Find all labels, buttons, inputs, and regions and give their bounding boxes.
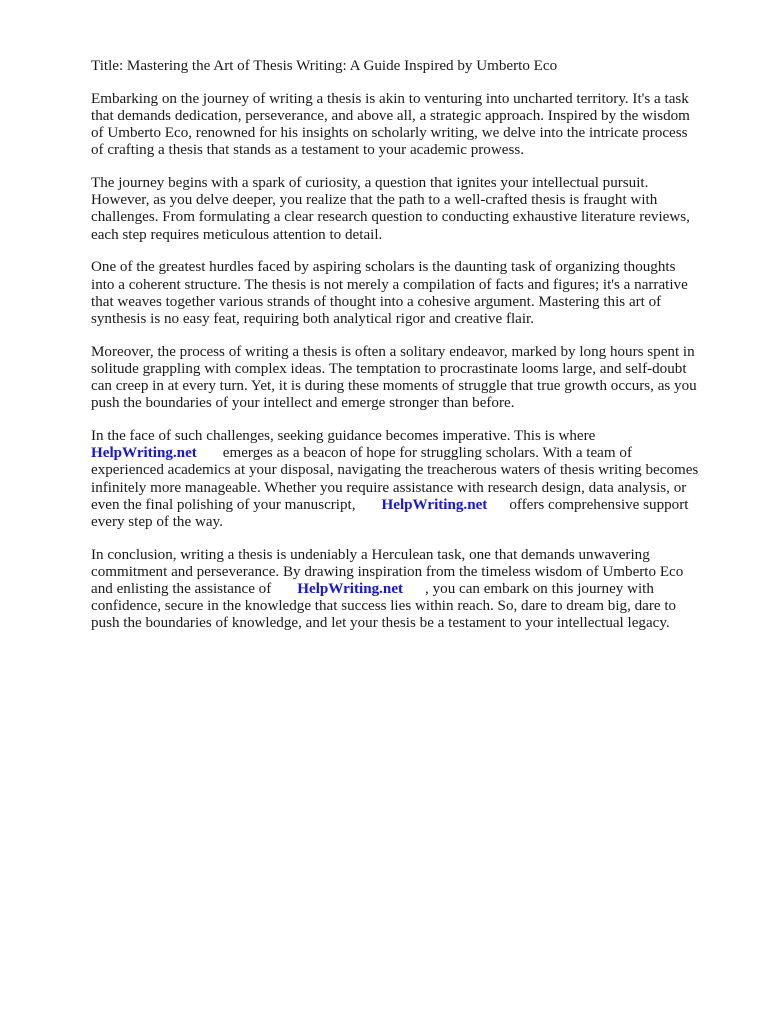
paragraph-conclusion bbox=[91, 547, 721, 633]
paragraph-line bbox=[91, 445, 721, 462]
paragraph-guidance bbox=[91, 428, 721, 531]
paragraph-line: confidence, secure in the knowledge that success lies within reach. So, dare to dream big, dare to bbox=[91, 598, 677, 615]
helpwriting-link[interactable]: HelpWriting.net bbox=[381, 496, 488, 513]
paragraph-line: synthesis is no easy feat, requiring both analytical rigor and creative flair. bbox=[91, 310, 535, 327]
document-title: Title: Mastering the Art of Thesis Writing: A Guide Inspired by Umberto Eco bbox=[91, 58, 558, 74]
paragraph-line: In the face of such challenges, seeking guidance becomes imperative. This is where bbox=[91, 427, 596, 444]
paragraph-line-text: even the final polishing of your manuscript, bbox=[91, 496, 356, 513]
paragraph-line-text: emerges as a beacon of hope for struggling scholars. With a team of bbox=[222, 445, 632, 462]
paragraph-intro bbox=[91, 91, 721, 160]
paragraph-line: infinitely more manageable. Whether you require assistance with research design, data analysis, or bbox=[91, 479, 687, 496]
paragraph-line: challenges. From formulating a clear research question to conducting exhaustive literature reviews, bbox=[91, 209, 690, 226]
paragraph-line: each step requires meticulous attention to detail. bbox=[91, 226, 383, 243]
paragraph-solitude bbox=[91, 344, 721, 413]
paragraph-line: experienced academics at your disposal, navigating the treacherous waters of thesis writing becomes bbox=[91, 462, 699, 479]
paragraph-line: of Umberto Eco, renowned for his insights on scholarly writing, we delve into the intricate process bbox=[91, 125, 688, 142]
paragraph-line: In conclusion, writing a thesis is undeniably a Herculean task, one that demands unwavering bbox=[91, 546, 650, 563]
paragraph-line bbox=[91, 581, 721, 598]
paragraph-line-text: , you can embark on this journey with bbox=[425, 581, 654, 598]
paragraph-line: commitment and perseverance. By drawing inspiration from the timeless wisdom of Umberto Eco bbox=[91, 563, 684, 580]
paragraph-structure bbox=[91, 259, 721, 328]
paragraph-line: of crafting a thesis that stands as a testament to your academic prowess. bbox=[91, 142, 524, 159]
paragraph-line bbox=[91, 497, 721, 514]
paragraph-line: that demands dedication, perseverance, and above all, a strategic approach. Inspired by the wisdom bbox=[91, 107, 690, 124]
document-page bbox=[91, 58, 721, 648]
paragraph-line: solitude grappling with complex ideas. The temptation to procrastinate looms large, and self-doubt bbox=[91, 360, 687, 377]
paragraph-journey bbox=[91, 175, 721, 244]
paragraph-line: However, as you delve deeper, you realize that the path to a well-crafted thesis is fraught with bbox=[91, 192, 658, 209]
paragraph-line: One of the greatest hurdles faced by aspiring scholars is the daunting task of organizing thoughts bbox=[91, 259, 676, 276]
paragraph-line: push the boundaries of your intellect and emerge stronger than before. bbox=[91, 395, 515, 412]
paragraph-line: that weaves together various strands of thought into a cohesive argument. Mastering this art of bbox=[91, 293, 662, 310]
helpwriting-link[interactable]: HelpWriting.net bbox=[91, 445, 197, 462]
helpwriting-link[interactable]: HelpWriting.net bbox=[297, 581, 404, 598]
paragraph-line: The journey begins with a spark of curiosity, a question that ignites your intellectual pursuit. bbox=[91, 175, 649, 192]
paragraph-line: into a coherent structure. The thesis is not merely a compilation of facts and figures; it's a narrative bbox=[91, 276, 688, 293]
paragraph-line-text: offers comprehensive support bbox=[509, 496, 689, 513]
paragraph-line: Embarking on the journey of writing a thesis is akin to venturing into uncharted territory. It's a task bbox=[91, 90, 689, 107]
paragraph-line: can creep in at every turn. Yet, it is during these moments of struggle that true growth occurs, as you bbox=[91, 378, 697, 395]
paragraph-line-text: and enlisting the assistance of bbox=[91, 581, 272, 598]
paragraph-line: every step of the way. bbox=[91, 513, 223, 530]
paragraph-line: Moreover, the process of writing a thesis is often a solitary endeavor, marked by long hours spent in bbox=[91, 343, 695, 360]
paragraph-line: push the boundaries of knowledge, and let your thesis be a testament to your intellectual legacy. bbox=[91, 615, 670, 632]
